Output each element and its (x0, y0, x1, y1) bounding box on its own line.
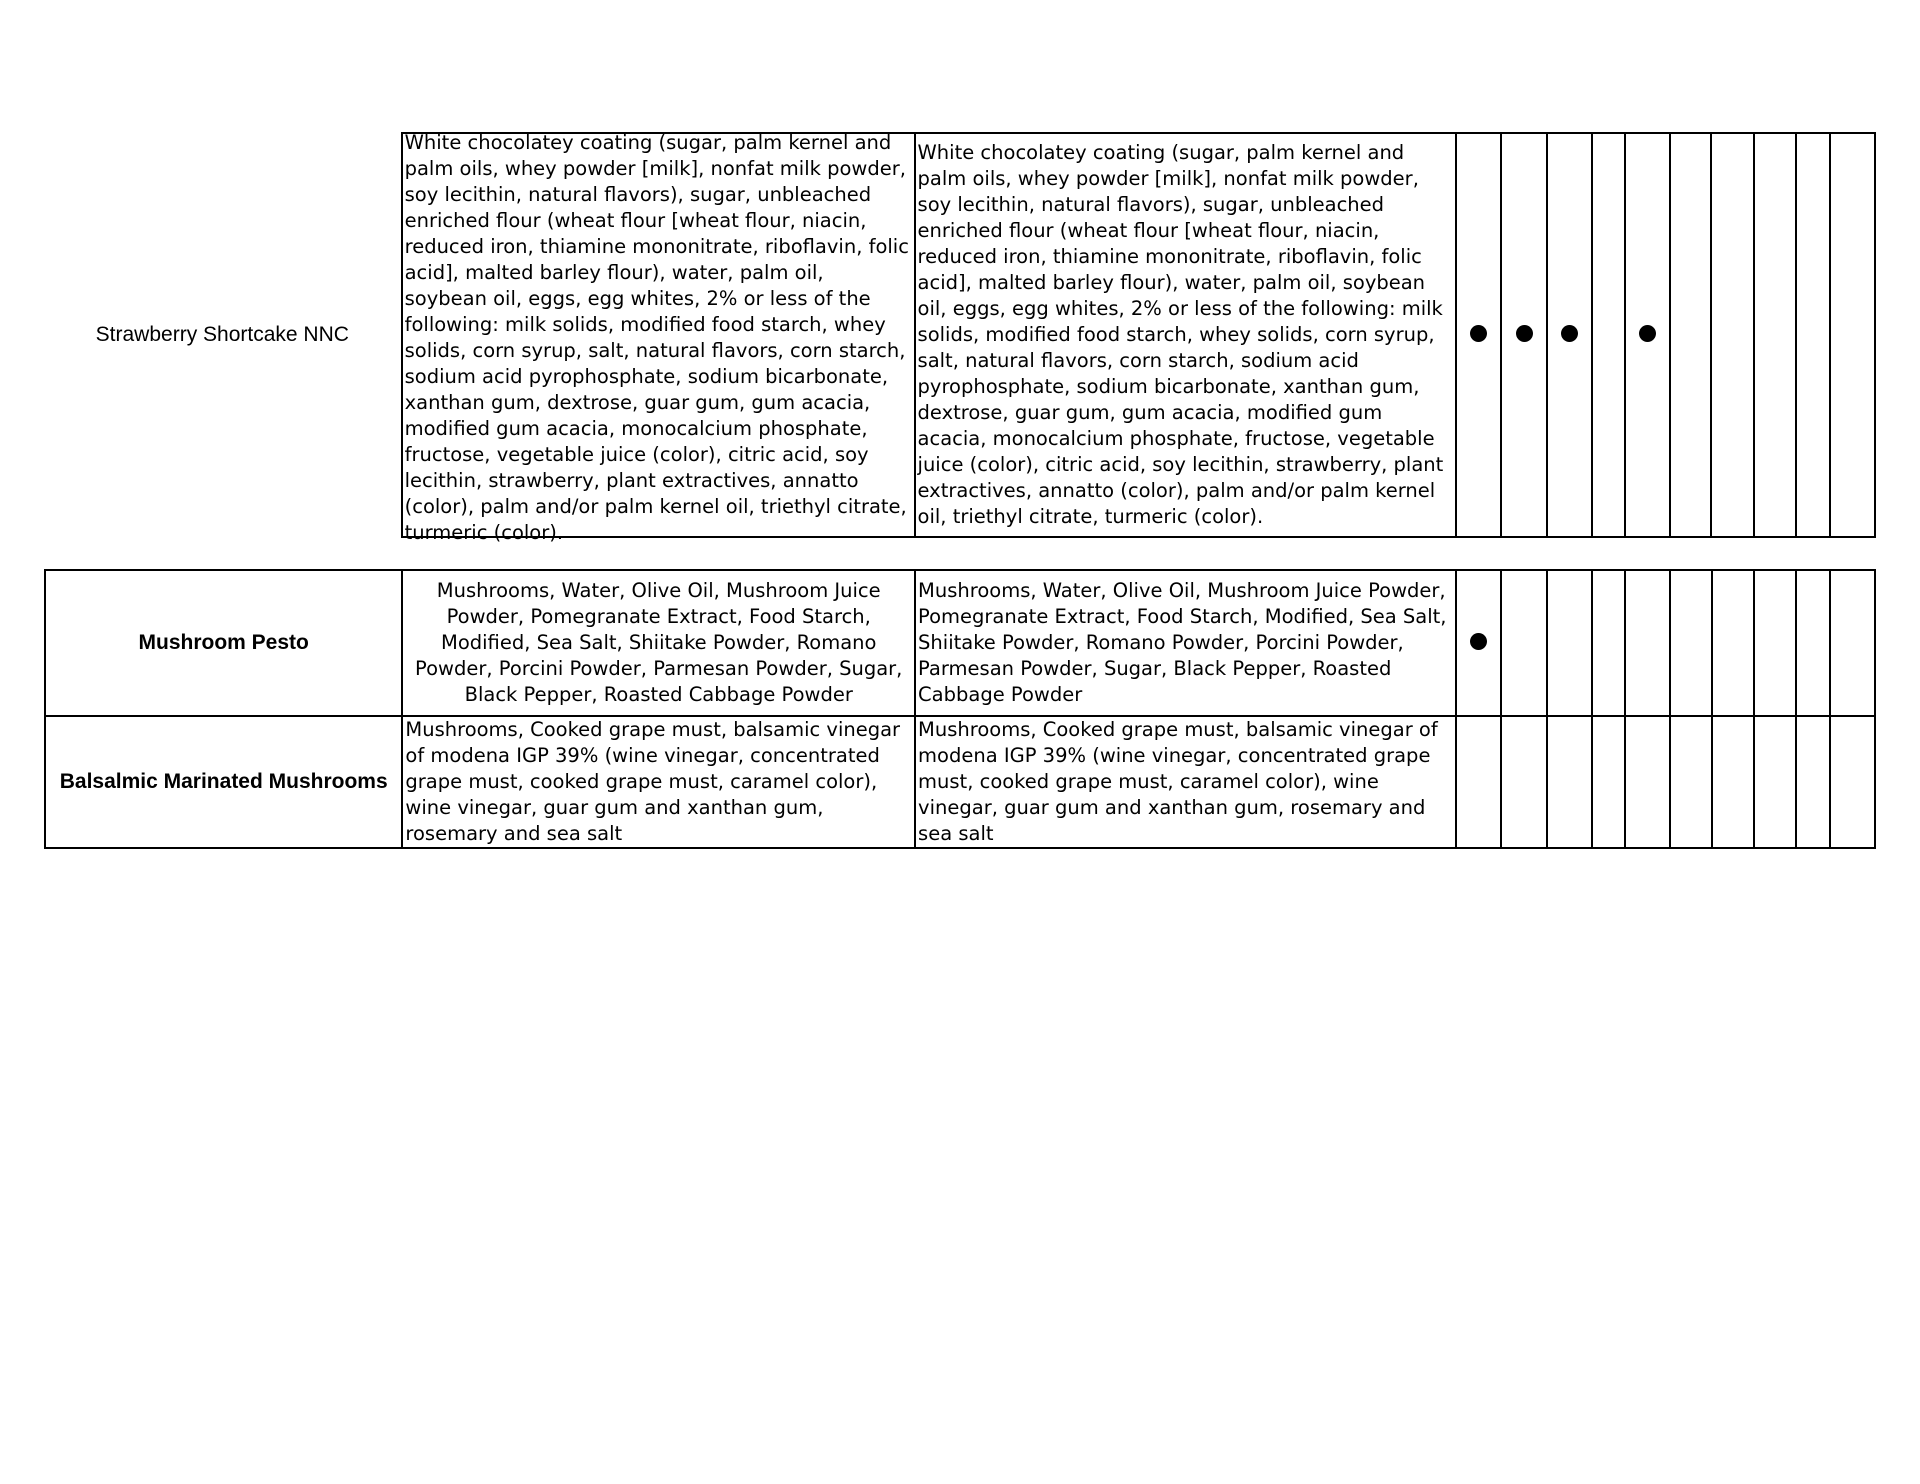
allergen-flag-cell (1754, 133, 1796, 537)
allergen-flag-cell (1670, 133, 1712, 537)
ingredients-cell (402, 131, 915, 544)
product-name: Balsalmic Marinated Mushrooms (45, 716, 402, 848)
ingredients-cell: Mushrooms, Water, Olive Oil, Mushroom Juice Powder, Pomegranate Extract, Food Starch, Modified, Sea Salt, Shiitake Powder, Romano Powder, Porcini Powder, Parmesan Powder, Sugar, Black Pepper, Roasted Cabbage Powder (402, 570, 915, 716)
allergen-flag-cell (1501, 716, 1547, 848)
allergen-flag-cell (1456, 133, 1501, 537)
allergen-flag-cell (1547, 133, 1592, 537)
product-row (45, 570, 1875, 716)
allergen-flag-cell (1547, 570, 1592, 716)
allergen-flag-cell (1592, 133, 1625, 537)
allergen-flag-cell (1754, 716, 1796, 848)
allergen-table-2 (44, 569, 1876, 849)
allergen-flag-cell (1547, 716, 1592, 848)
allergen-flag-cell (1796, 133, 1830, 537)
allergen-flag-cell (1592, 570, 1625, 716)
allergen-flag-cell (1501, 133, 1547, 537)
ingredients-cell-alt: Mushrooms, Water, Olive Oil, Mushroom Juice Powder, Pomegranate Extract, Food Starch, Modified, Sea Salt, Shiitake Powder, Romano Powder, Porcini Powder, Parmesan Powder, Sugar, Black Pepper, Roasted Cabbage Powder (915, 570, 1456, 716)
ingredients-text: White chocolatey coating (sugar, palm kernel and palm oils, whey powder [milk], nonfat milk powder, soy lecithin, natural flavors), sugar, unbleached enriched flour (wheat flour [wheat flour, niacin, reduced iron, thiamine mononitrate, riboflavin, folic acid], malted barley flour), water, palm oil, soybean oil, eggs, egg whites, 2% or less of the following: milk solids, modified food starch, whey solids, corn syrup, salt, natural flavors, corn starch, sodium acid pyrophosphate, sodium bicarbonate, xanthan gum, dextrose, guar gum, gum acacia, modified gum acacia, monocalcium phosphate, fructose, vegetable juice (color), citric acid, soy lecithin, strawberry, plant extractives, annatto (color), palm and/or palm kernel oil, triethyl citrate, turmeric (color). (404, 131, 909, 544)
allergen-flag-cell (1712, 570, 1755, 716)
allergen-flag-cell (1754, 570, 1796, 716)
allergen-flag-cell (1796, 570, 1830, 716)
allergen-dot-icon (1516, 325, 1533, 342)
product-name: Strawberry Shortcake NNC (95, 323, 349, 346)
allergen-flag-cell (1830, 716, 1875, 848)
allergen-flag-cell (1625, 570, 1670, 716)
ingredients-cell-alt: White chocolatey coating (sugar, palm kernel and palm oils, whey powder [milk], nonfat milk powder, soy lecithin, natural flavors), sugar, unbleached enriched flour (wheat flour [wheat flour, niacin, reduced iron, thiamine mononitrate, riboflavin, folic acid], malted barley flour), water, palm oil, soybean oil, eggs, egg whites, 2% or less of the following: milk solids, modified food starch, whey solids, corn syrup, salt, natural flavors, corn starch, sodium acid pyrophosphate, sodium bicarbonate, xanthan gum, dextrose, guar gum, gum acacia, modified gum acacia, monocalcium phosphate, fructose, vegetable juice (color), citric acid, soy lecithin, strawberry, plant extractives, annatto (color), palm and/or palm kernel oil, triethyl citrate, turmeric (color). (915, 133, 1457, 537)
product-row (45, 716, 1875, 848)
allergen-flag-cell (1670, 570, 1712, 716)
allergen-flag-cell (1456, 570, 1501, 716)
ingredients-cell: Mushrooms, Cooked grape must, balsamic vinegar of modena IGP 39% (wine vinegar, concentrated grape must, cooked grape must, caramel color), wine vinegar, guar gum and xanthan gum, rosemary and sea salt (402, 716, 915, 848)
allergen-flag-cell (1625, 133, 1670, 537)
allergen-flag-cell (1592, 716, 1625, 848)
allergen-dot-icon (1561, 325, 1578, 342)
allergen-flag-cell (1830, 133, 1875, 537)
allergen-flag-cell (1712, 716, 1755, 848)
allergen-table-1 (44, 131, 1876, 544)
allergen-flag-cell (1456, 716, 1501, 848)
allergen-flag-cell (1670, 716, 1712, 848)
product-row (44, 133, 1875, 537)
allergen-flag-cell (1796, 716, 1830, 848)
allergen-flag-cell (1625, 716, 1670, 848)
allergen-dot-icon (1639, 325, 1656, 342)
allergen-flag-cell (1830, 570, 1875, 716)
allergen-flag-cell (1501, 570, 1547, 716)
allergen-dot-icon (1470, 633, 1487, 650)
product-name: Mushroom Pesto (45, 570, 402, 716)
ingredients-cell-alt: Mushrooms, Cooked grape must, balsamic vinegar of modena IGP 39% (wine vinegar, concentrated grape must, cooked grape must, caramel color), wine vinegar, guar gum and xanthan gum, rosemary and sea salt (915, 716, 1456, 848)
allergen-dot-icon (1470, 325, 1487, 342)
allergen-flag-cell (1711, 133, 1754, 537)
